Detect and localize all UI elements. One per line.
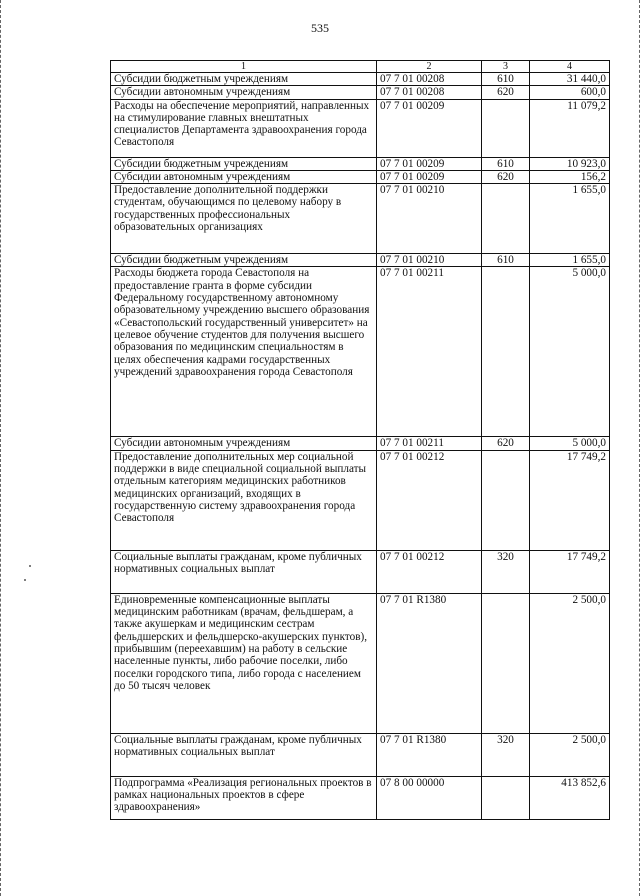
row-type: 610: [482, 73, 530, 86]
page-number: 535: [311, 21, 329, 35]
row-code: 07 8 00 00000: [377, 776, 482, 819]
table-row: [111, 157, 610, 170]
table-row: [111, 267, 610, 437]
row-sum: 1 655,0: [530, 254, 610, 267]
header-cell: 4: [530, 61, 610, 73]
row-type: 610: [482, 254, 530, 267]
row-name: Субсидии бюджетным учреждениям: [111, 157, 377, 170]
row-type: 620: [482, 170, 530, 183]
row-name: Субсидии автономным учреждениям: [111, 170, 377, 183]
row-name: Единовременные компенсационные выплаты медицинским работникам (врачам, фельдшерам, а также акушеркам и медицинским сестрам фельдшерских и фельдшерско-акушерских пунктов), прибывшим (переехавшим) на работу в сельские населенные пункты, либо рабочие поселки, либо поселки городского типа, либо города с населением до 50 тысяч человек: [111, 593, 377, 733]
row-name: Субсидии автономным учреждениям: [111, 86, 377, 99]
row-sum: 1 655,0: [530, 184, 610, 254]
row-name: Субсидии автономным учреждениям: [111, 437, 377, 450]
row-code: 07 7 01 00210: [377, 184, 482, 254]
row-name: Социальные выплаты гражданам, кроме публичных нормативных социальных выплат: [111, 550, 377, 593]
row-type: 320: [482, 733, 530, 776]
header-cell: 3: [482, 61, 530, 73]
table-row: [111, 184, 610, 254]
table-row: [111, 593, 610, 733]
table-row: [111, 170, 610, 183]
row-name: Расходы бюджета города Севастополя на предоставление гранта в форме субсидии Федеральному государственному автономному образовательному учреждению высшего образования «Севастопольский государственный университет» на целевое обучение студентов для получения высшего образования по медицинским специальностям в целях обеспечения кадрами государственных учреждений здравоохранения города Севастополя: [111, 267, 377, 437]
row-type: [482, 776, 530, 819]
row-name: Предоставление дополнительных мер социальной поддержки в виде специальной социальной выплаты отдельным категориям медицинских работников медицинских организаций, входящих в государственную систему здравоохранения города Севастополя: [111, 450, 377, 550]
row-sum: 2 500,0: [530, 593, 610, 733]
row-sum: 17 749,2: [530, 550, 610, 593]
row-type: [482, 267, 530, 437]
row-type: [482, 99, 530, 157]
table-row: [111, 437, 610, 450]
row-code: 07 7 01 00208: [377, 86, 482, 99]
row-sum: 5 000,0: [530, 267, 610, 437]
row-code: 07 7 01 00210: [377, 254, 482, 267]
row-name: Предоставление дополнительной поддержки студентам, обучающимся по целевому набору в государственных профессиональных образовательных организациях: [111, 184, 377, 254]
row-sum: 10 923,0: [530, 157, 610, 170]
row-type: [482, 450, 530, 550]
table-row: [111, 776, 610, 819]
row-code: 07 7 01 00209: [377, 99, 482, 157]
row-sum: 413 852,6: [530, 776, 610, 819]
table-row: [111, 86, 610, 99]
row-name: Социальные выплаты гражданам, кроме публичных нормативных социальных выплат: [111, 733, 377, 776]
row-name: Субсидии бюджетным учреждениям: [111, 254, 377, 267]
row-sum: 11 079,2: [530, 99, 610, 157]
row-type: [482, 593, 530, 733]
row-sum: 5 000,0: [530, 437, 610, 450]
scan-speck: [29, 565, 31, 567]
table-row: [111, 550, 610, 593]
row-type: 610: [482, 157, 530, 170]
row-type: [482, 184, 530, 254]
row-code: 07 7 01 00211: [377, 437, 482, 450]
table-header-row: [111, 61, 610, 73]
page-left-edge: [0, 0, 3, 896]
row-code: 07 7 01 R1380: [377, 593, 482, 733]
scan-speck: [24, 579, 26, 581]
table-row: [111, 99, 610, 157]
row-code: 07 7 01 R1380: [377, 733, 482, 776]
row-sum: 17 749,2: [530, 450, 610, 550]
row-type: 620: [482, 437, 530, 450]
row-code: 07 7 01 00209: [377, 157, 482, 170]
table-row: [111, 73, 610, 86]
header-cell: 1: [111, 61, 377, 73]
row-name: Расходы на обеспечение мероприятий, направленных на стимулирование главных внештатных специалистов Департамента здравоохранения города Севастополя: [111, 99, 377, 157]
row-code: 07 7 01 00209: [377, 170, 482, 183]
table-row: [111, 450, 610, 550]
row-sum: 31 440,0: [530, 73, 610, 86]
row-type: 320: [482, 550, 530, 593]
table-row: [111, 254, 610, 267]
row-name: Подпрограмма «Реализация региональных проектов в рамках национальных проектов в сфере здравоохранения»: [111, 776, 377, 819]
row-code: 07 7 01 00212: [377, 550, 482, 593]
row-sum: 2 500,0: [530, 733, 610, 776]
table-row: [111, 733, 610, 776]
row-name: Субсидии бюджетным учреждениям: [111, 73, 377, 86]
budget-table: [110, 60, 610, 820]
row-code: 07 7 01 00211: [377, 267, 482, 437]
row-sum: 156,2: [530, 170, 610, 183]
row-code: 07 7 01 00208: [377, 73, 482, 86]
row-sum: 600,0: [530, 86, 610, 99]
row-code: 07 7 01 00212: [377, 450, 482, 550]
header-cell: 2: [377, 61, 482, 73]
row-type: 620: [482, 86, 530, 99]
